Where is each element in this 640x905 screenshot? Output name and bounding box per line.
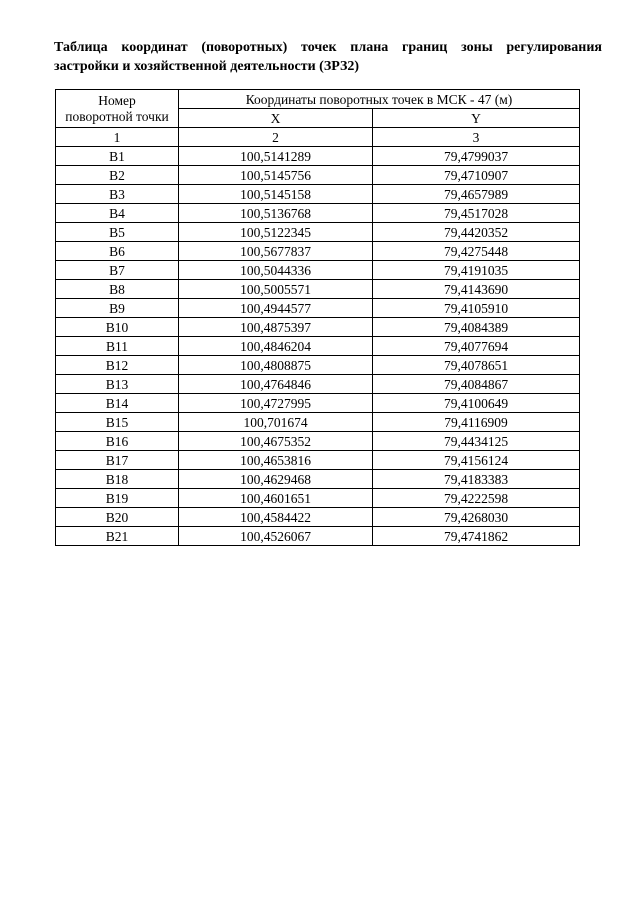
table-row bbox=[56, 527, 580, 546]
x-coordinate-cell: 100,4875397 bbox=[179, 318, 373, 337]
point-number-cell: В9 bbox=[56, 299, 179, 318]
x-coordinate-cell: 100,5044336 bbox=[179, 261, 373, 280]
column-index-1: 1 bbox=[56, 128, 179, 147]
x-coordinate-cell: 100,4675352 bbox=[179, 432, 373, 451]
x-column-header: X bbox=[179, 109, 373, 128]
table-row bbox=[56, 375, 580, 394]
table-row bbox=[56, 185, 580, 204]
table-row bbox=[56, 223, 580, 242]
table-row bbox=[56, 242, 580, 261]
column-index-2: 2 bbox=[179, 128, 373, 147]
point-number-cell: В4 bbox=[56, 204, 179, 223]
point-number-header bbox=[56, 90, 179, 128]
y-coordinate-cell: 79,4191035 bbox=[373, 261, 580, 280]
table-row bbox=[56, 147, 580, 166]
table-row bbox=[56, 432, 580, 451]
x-coordinate-cell: 100,5677837 bbox=[179, 242, 373, 261]
point-number-cell: В17 bbox=[56, 451, 179, 470]
x-coordinate-cell: 100,5005571 bbox=[179, 280, 373, 299]
x-coordinate-cell: 100,5136768 bbox=[179, 204, 373, 223]
table-row bbox=[56, 318, 580, 337]
x-coordinate-cell: 100,701674 bbox=[179, 413, 373, 432]
y-coordinate-cell: 79,4084867 bbox=[373, 375, 580, 394]
column-index-3: 3 bbox=[373, 128, 580, 147]
y-coordinate-cell: 79,4799037 bbox=[373, 147, 580, 166]
coordinates-table bbox=[55, 89, 580, 546]
point-number-cell: В8 bbox=[56, 280, 179, 299]
point-number-cell: В6 bbox=[56, 242, 179, 261]
x-coordinate-cell: 100,4526067 bbox=[179, 527, 373, 546]
point-number-cell: В20 bbox=[56, 508, 179, 527]
x-coordinate-cell: 100,4584422 bbox=[179, 508, 373, 527]
column-index-row bbox=[56, 128, 580, 147]
x-coordinate-cell: 100,4944577 bbox=[179, 299, 373, 318]
y-column-header: Y bbox=[373, 109, 580, 128]
x-coordinate-cell: 100,4764846 bbox=[179, 375, 373, 394]
point-number-cell: В2 bbox=[56, 166, 179, 185]
coordinates-header: Координаты поворотных точек в МСК - 47 (м) bbox=[179, 90, 580, 109]
point-number-cell: В11 bbox=[56, 337, 179, 356]
table-row bbox=[56, 508, 580, 527]
y-coordinate-cell: 79,4268030 bbox=[373, 508, 580, 527]
document-title-line-1: Таблица координат (поворотных) точек плана границ зоны регулирования bbox=[54, 40, 602, 55]
x-coordinate-cell: 100,5145756 bbox=[179, 166, 373, 185]
x-coordinate-cell: 100,4727995 bbox=[179, 394, 373, 413]
y-coordinate-cell: 79,4084389 bbox=[373, 318, 580, 337]
y-coordinate-cell: 79,4156124 bbox=[373, 451, 580, 470]
point-number-header-line-1: Номер bbox=[98, 92, 136, 108]
point-number-cell: В15 bbox=[56, 413, 179, 432]
y-coordinate-cell: 79,4116909 bbox=[373, 413, 580, 432]
y-coordinate-cell: 79,4517028 bbox=[373, 204, 580, 223]
document-title bbox=[54, 38, 602, 76]
x-coordinate-cell: 100,5145158 bbox=[179, 185, 373, 204]
table-row bbox=[56, 394, 580, 413]
point-number-cell: В7 bbox=[56, 261, 179, 280]
y-coordinate-cell: 79,4105910 bbox=[373, 299, 580, 318]
point-number-cell: В16 bbox=[56, 432, 179, 451]
x-coordinate-cell: 100,4601651 bbox=[179, 489, 373, 508]
point-number-cell: В3 bbox=[56, 185, 179, 204]
point-number-cell: В19 bbox=[56, 489, 179, 508]
point-number-cell: В10 bbox=[56, 318, 179, 337]
table-row bbox=[56, 489, 580, 508]
y-coordinate-cell: 79,4420352 bbox=[373, 223, 580, 242]
x-coordinate-cell: 100,4808875 bbox=[179, 356, 373, 375]
table-row bbox=[56, 470, 580, 489]
y-coordinate-cell: 79,4710907 bbox=[373, 166, 580, 185]
x-coordinate-cell: 100,5141289 bbox=[179, 147, 373, 166]
table-row bbox=[56, 204, 580, 223]
x-coordinate-cell: 100,4846204 bbox=[179, 337, 373, 356]
point-number-header-line-2: поворотной точки bbox=[65, 108, 169, 124]
y-coordinate-cell: 79,4222598 bbox=[373, 489, 580, 508]
document-title-line-2: застройки и хозяйственной деятельности (ЗРЗ2) bbox=[54, 59, 360, 74]
y-coordinate-cell: 79,4657989 bbox=[373, 185, 580, 204]
y-coordinate-cell: 79,4183383 bbox=[373, 470, 580, 489]
table-row bbox=[56, 280, 580, 299]
y-coordinate-cell: 79,4143690 bbox=[373, 280, 580, 299]
y-coordinate-cell: 79,4100649 bbox=[373, 394, 580, 413]
table-row bbox=[56, 451, 580, 470]
point-number-cell: В21 bbox=[56, 527, 179, 546]
x-coordinate-cell: 100,4629468 bbox=[179, 470, 373, 489]
point-number-cell: В1 bbox=[56, 147, 179, 166]
table-row bbox=[56, 356, 580, 375]
table-row bbox=[56, 166, 580, 185]
table-row bbox=[56, 413, 580, 432]
table-row bbox=[56, 337, 580, 356]
table-header-row bbox=[56, 90, 580, 109]
x-coordinate-cell: 100,4653816 bbox=[179, 451, 373, 470]
x-coordinate-cell: 100,5122345 bbox=[179, 223, 373, 242]
point-number-cell: В14 bbox=[56, 394, 179, 413]
y-coordinate-cell: 79,4275448 bbox=[373, 242, 580, 261]
point-number-cell: В18 bbox=[56, 470, 179, 489]
point-number-cell: В12 bbox=[56, 356, 179, 375]
point-number-cell: В5 bbox=[56, 223, 179, 242]
coordinates-table-body bbox=[56, 147, 580, 546]
y-coordinate-cell: 79,4078651 bbox=[373, 356, 580, 375]
y-coordinate-cell: 79,4741862 bbox=[373, 527, 580, 546]
y-coordinate-cell: 79,4434125 bbox=[373, 432, 580, 451]
table-row bbox=[56, 261, 580, 280]
table-row bbox=[56, 299, 580, 318]
y-coordinate-cell: 79,4077694 bbox=[373, 337, 580, 356]
point-number-cell: В13 bbox=[56, 375, 179, 394]
